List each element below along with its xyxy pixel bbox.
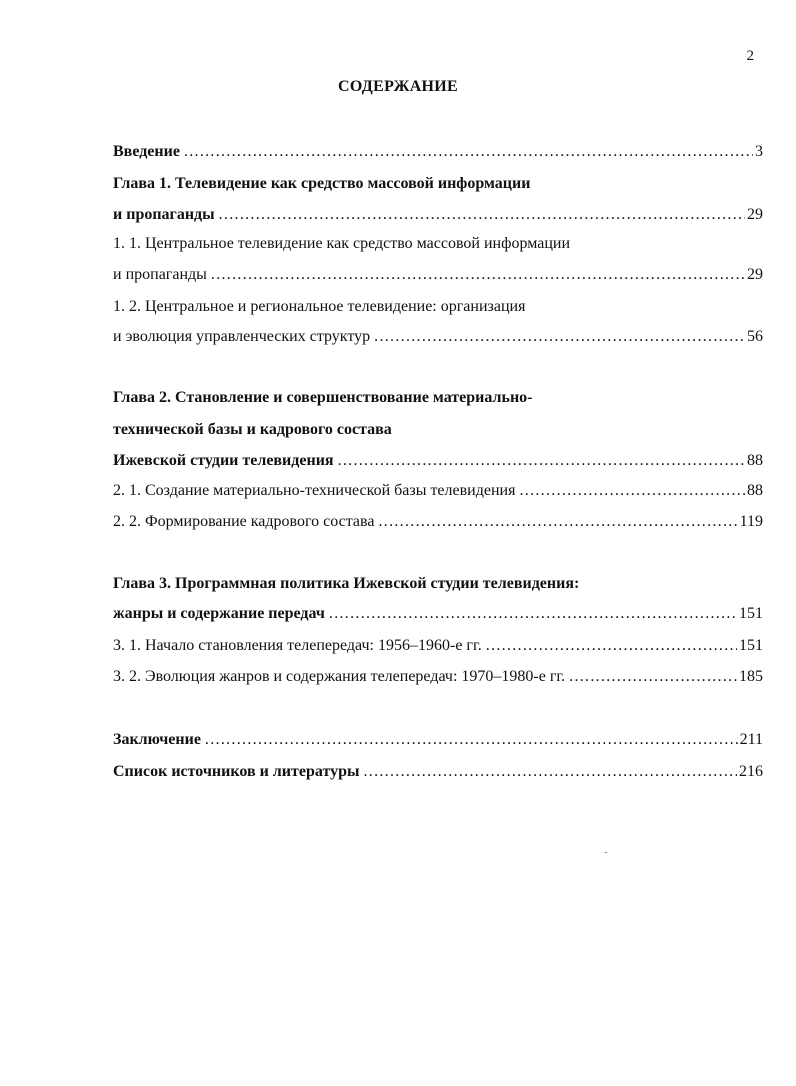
leader-dots (205, 730, 738, 750)
toc-entry-chapter-1[interactable] (113, 205, 763, 225)
leader-dots (374, 327, 745, 347)
toc-page: 3 (755, 143, 763, 160)
scan-speck (605, 852, 607, 853)
toc-label: и пропаганды (113, 266, 207, 283)
leader-dots (219, 205, 745, 225)
toc-label: 3. 2. Эволюция жанров и содержания телепередач: 1970–1980-е гг. (113, 668, 566, 685)
toc-label: 3. 1. Начало становления телепередач: 1956–1960-е гг. (113, 637, 482, 654)
toc-label: и пропаганды (113, 206, 215, 223)
toc-entry-section-3-1[interactable] (113, 636, 763, 656)
toc-page: 29 (747, 206, 763, 223)
page-number: 2 (746, 48, 754, 64)
toc-entry-section-2-1[interactable] (113, 481, 763, 501)
toc-page: 29 (747, 266, 763, 283)
toc-page: 216 (739, 763, 763, 780)
toc-chapter-3-title[interactable]: Глава 3. Программная политика Ижевской студии телевидения: (113, 575, 580, 592)
toc-entry-sources[interactable] (113, 762, 763, 782)
toc-label: Заключение (113, 731, 201, 748)
toc-chapter-2-title[interactable]: Глава 2. Становление и совершенствование материально- (113, 389, 533, 406)
toc-label: Введение (113, 143, 180, 160)
toc-page: 88 (747, 452, 763, 469)
leader-dots (519, 481, 745, 501)
toc-page: 151 (739, 637, 763, 654)
toc-label: 2. 2. Формирование кадрового состава (113, 513, 375, 530)
toc-label: жанры и содержание передач (113, 605, 325, 622)
toc-entry-conclusion[interactable] (113, 730, 763, 750)
toc-label: и эволюция управленческих структур (113, 328, 371, 345)
toc-chapter-2-title-cont[interactable]: технической базы и кадрового состава (113, 421, 392, 438)
toc-entry-chapter-3[interactable] (113, 604, 763, 624)
toc-label: Ижевской студии телевидения (113, 452, 334, 469)
toc-page: 56 (747, 328, 763, 345)
page-title: СОДЕРЖАНИЕ (337, 78, 459, 95)
toc-entry-intro[interactable] (113, 142, 763, 162)
toc-label: 2. 1. Создание материально-технической базы телевидения (113, 482, 516, 499)
toc-page: 88 (747, 482, 763, 499)
toc-entry-section-2-2[interactable] (113, 512, 763, 532)
leader-dots (378, 512, 737, 532)
leader-dots (569, 667, 737, 687)
toc-section-1-1-title[interactable]: 1. 1. Центральное телевидение как средство массовой информации (113, 235, 571, 252)
toc-entry-section-1-1[interactable] (113, 265, 763, 285)
leader-dots (363, 762, 737, 782)
leader-dots (211, 265, 745, 285)
toc-entry-section-1-2[interactable] (113, 327, 763, 347)
leader-dots (184, 142, 753, 162)
leader-dots (329, 604, 737, 624)
toc-page: 151 (739, 605, 763, 622)
leader-dots (338, 451, 745, 471)
toc-label: Список источников и литературы (113, 763, 360, 780)
toc-entry-chapter-2[interactable] (113, 451, 763, 471)
toc-entry-section-3-2[interactable] (113, 667, 763, 687)
toc-page: 211 (739, 731, 763, 748)
toc-page: 185 (739, 668, 763, 685)
toc-section-1-2-title[interactable]: 1. 2. Центральное и региональное телевидение: организация (113, 298, 526, 315)
toc-chapter-1-title[interactable]: Глава 1. Телевидение как средство массовой информации (113, 175, 531, 192)
toc-page: 119 (739, 513, 763, 530)
leader-dots (486, 636, 737, 656)
